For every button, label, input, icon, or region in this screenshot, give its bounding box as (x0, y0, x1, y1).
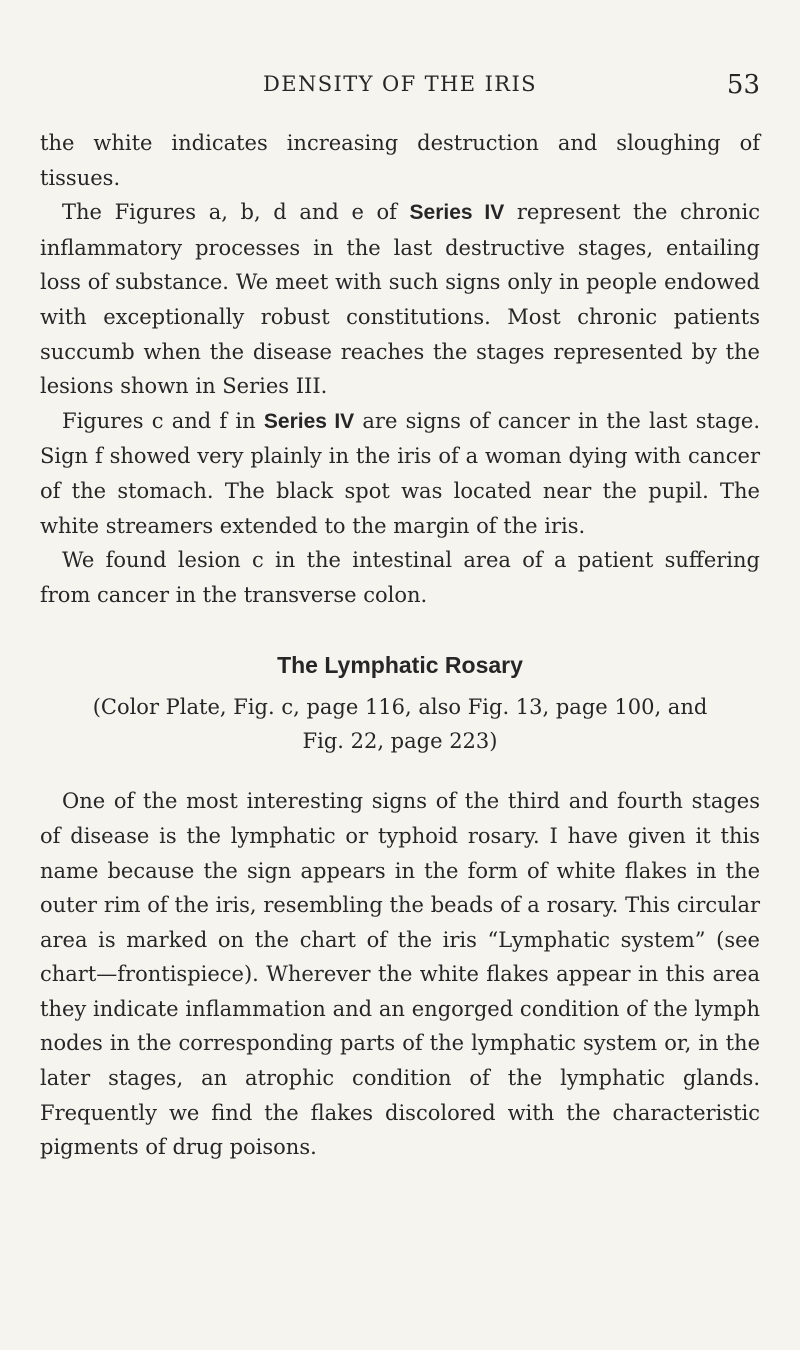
paragraph-text: Figures c and f in (62, 408, 264, 433)
paragraph-continued (40, 126, 760, 195)
subheading-line: (Color Plate, Fig. c, page 116, also Fig. 13, page 100, and (92, 695, 708, 720)
paragraph-text: The Figures a, b, d and e of (62, 200, 410, 225)
section-subheading (40, 690, 760, 758)
running-title: DENSITY OF THE IRIS (263, 72, 537, 96)
paragraph-text: the white indicates increasing destruction and sloughing of tissues. (40, 131, 760, 190)
subheading-line: Fig. 22, page 223) (302, 729, 498, 754)
page-body (40, 126, 760, 1165)
page-number: 53 (726, 70, 760, 100)
paragraph-text: One of the most interesting signs of the third and fourth stages of disease is the lymphatic or typhoid rosary. I have given it this name because the sign appears in the form of white flakes in the outer rim of the iris, resembling the beads of a rosary. This circular area is marked on the chart of the iris “Lymphatic system” (see chart—frontispiece). Wherever the white flakes appear in this area they indicate inflammation and an engorged condition of the lymph nodes in the corresponding parts of the lymphatic system or, in the later stages, an atrophic condition of the lymphatic glands. Frequently we find the flakes discolored with the characteristic pigments of drug poisons. (40, 789, 760, 1160)
series-iv-emphasis: Series IV (409, 201, 505, 225)
paragraph-lesion-c (40, 543, 760, 612)
paragraph-series-iv-chronic (40, 195, 760, 404)
paragraph-text: are signs of cancer in the last stage. Sign f showed very plainly in the iris of a woman dying with cancer of the stomach. The black spot was located near the pupil. The white streamers extended to the margin of the iris. (40, 408, 760, 538)
paragraph-text: We found lesion c in the intestinal area of a patient suffering from cancer in the transverse colon. (40, 548, 760, 607)
section-heading: The Lymphatic Rosary (277, 652, 523, 679)
series-iv-emphasis: Series IV (263, 409, 355, 433)
paragraph-series-iv-cancer (40, 404, 760, 543)
paragraph-text: represent the chronic inflammatory processes in the last destructive stages, entailing loss of substance. We meet with such signs only in people endowed with exceptionally robust constitutions. Most chronic patients succumb when the disease reaches the stages represented by the lesions shown in Series III. (40, 200, 760, 399)
page-header (40, 70, 760, 104)
paragraph-lymphatic-rosary (40, 784, 760, 1165)
